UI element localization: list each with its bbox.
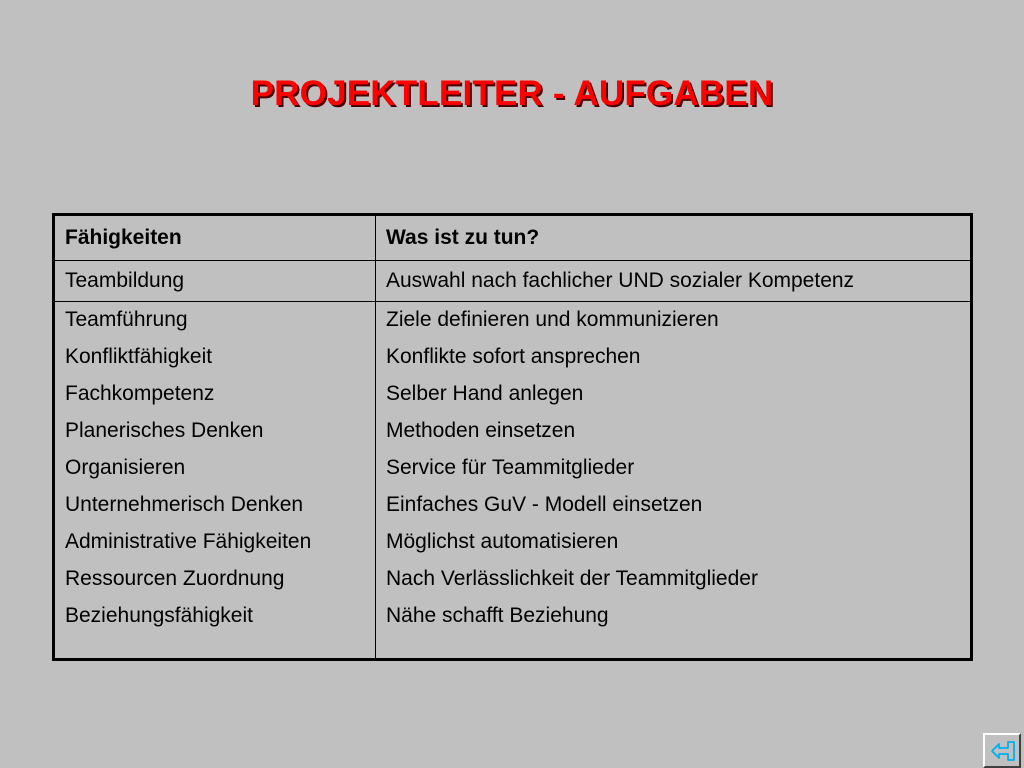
task-item: Selber Hand anlegen [386, 382, 584, 405]
task-cell: Auswahl nach fachlicher UND sozialer Kompetenz [376, 261, 972, 302]
tasks-list-cell [376, 302, 972, 660]
return-nav-button[interactable] [983, 733, 1021, 768]
task-item: Methoden einsetzen [386, 419, 576, 442]
skill-item: Organisieren [65, 456, 186, 479]
skill-item: Planerisches Denken [65, 419, 264, 442]
table-row [54, 261, 972, 302]
table-header-row [54, 215, 972, 261]
skill-item: Beziehungsfähigkeit [65, 604, 253, 627]
skill-cell: Teambildung [54, 261, 376, 302]
task-item: Konflikte sofort ansprechen [386, 345, 641, 368]
task-item: Ziele definieren und kommunizieren [386, 308, 719, 331]
task-item: Nähe schafft Beziehung [386, 604, 609, 627]
skill-item: Konfliktfähigkeit [65, 345, 213, 368]
task-item: Einfaches GuV - Modell einsetzen [386, 493, 703, 516]
task-item: Service für Teammitglieder [386, 456, 635, 479]
header-skills: Fähigkeiten [54, 215, 376, 261]
skill-item: Unternehmerisch Denken [65, 493, 304, 516]
tasks-table [52, 213, 973, 661]
task-item: Möglichst automatisieren [386, 530, 619, 553]
skill-item: Administrative Fähigkeiten [65, 530, 312, 553]
skills-list-cell [54, 302, 376, 660]
skill-item: Ressourcen Zuordnung [65, 567, 285, 590]
table-row [54, 302, 972, 660]
header-tasks: Was ist zu tun? [376, 215, 972, 261]
skill-item: Teamführung [65, 308, 188, 331]
skill-item: Fachkompetenz [65, 382, 215, 405]
slide-title: PROJEKTLEITER - AUFGABEN [250, 74, 774, 113]
task-item: Nach Verlässlichkeit der Teammitglieder [386, 567, 758, 590]
return-arrow-icon [988, 738, 1018, 765]
